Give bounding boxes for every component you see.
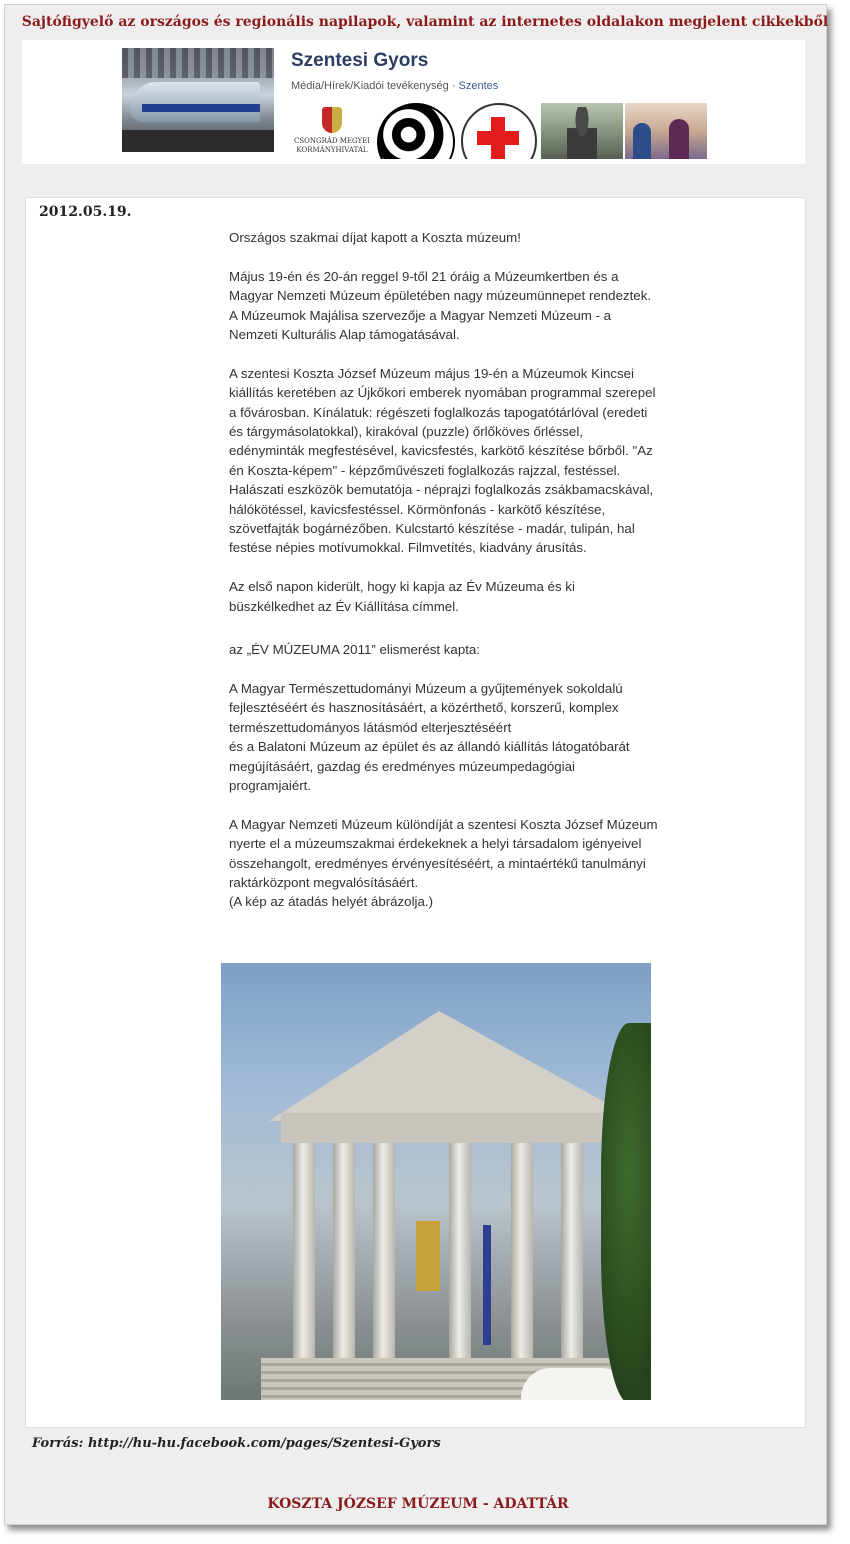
footer-title: KOSZTA JÓZSEF MÚZEUM - ADATTÁR: [267, 1496, 569, 1512]
bust-statue-image: [567, 107, 597, 159]
museum-photo: [221, 963, 651, 1400]
article-paragraph: Május 19-én és 20-án reggel 9-től 21 óráig a Múzeumkertben és a Magyar Nemzeti Múzeum épületében nagy múzeumünnepet rendeztek. A Múzeumok Majálisa szervezője a Magyar Nemzeti Múzeum - a Nemzeti Kulturális Alap támogatásával.: [229, 268, 652, 343]
article-paragraph: A szentesi Koszta József Múzeum május 19-én a Múzeumok Kincsei kiállítás keretében az Újkőkori emberek nyomában programmal szerepel a fővárosban. Kínálatuk: régészeti foglalkozás tapogatótárlóval (eredeti és tárgymásolatokkal), kirakóval (puzzle) őrlőköves őrléssel, edényminták megfestésével, kavicsfestés, karkötő készítése bőrből. "Az én Koszta-képem" - képzőművészeti foglalkozás rajzzal, festéssel. Halászati eszközök bemutatója - néprajzi foglalkozás zsákbamacskával, hálókötéssel, kavicsfestéssel. Körmönfonás - karkötő készítése, szövetfajták bogárnézőben. Kulcstartó készítése - madár, tulipán, hal festése népies motívumokkal. Filmvetítés, kiadvány árusítás.: [229, 365, 656, 556]
government-logo-text: CSONGRÁD MEGYEI KORMÁNYHIVATAL: [293, 137, 370, 154]
thumb-red-cross[interactable]: [457, 103, 540, 159]
article-paragraph: az „ÉV MÚZEUMA 2011” elismerést kapta:: [229, 642, 480, 658]
article-paragraph: A Magyar Természettudományi Múzeum a gyűjtemények sokoldalú fejlesztéséért és hasznosításáért, a közérthető, korszerű, komplex természettudományos látásmód elterjesztéséért: [229, 680, 623, 735]
football-icon: [377, 103, 455, 159]
article-headline: Országos szakmai díjat kapott a Koszta múzeum!: [229, 230, 521, 245]
thumb-football[interactable]: [375, 103, 455, 159]
category-text: Média/Hírek/Kiadói tevékenység: [291, 80, 449, 92]
article-paragraph: Az első napon kiderült, hogy ki kapja az Év Múzeuma és ki büszkélkedhet az Év Kiállítása címmel.: [229, 579, 575, 614]
post-article: [229, 228, 659, 931]
article-caption: (A kép az átadás helyét ábrázolja.): [229, 894, 434, 910]
page-name-link[interactable]: Szentesi Gyors: [291, 50, 429, 71]
cover-photo-train: [122, 48, 274, 152]
location-link[interactable]: Szentes: [458, 80, 499, 92]
article-paragraph: és a Balatoni Múzeum az épület és az állandó kiállítás látogatóbarát megújításáért, gazdag és eredményes múzeumpedagógiai programjaiért.: [229, 739, 630, 793]
page-category: [291, 80, 498, 92]
coat-of-arms-icon: [322, 107, 342, 133]
banner-title: Sajtófigyelő az országos és regionális napilapok, valamint az internetes oldalakon megjelent cikkekből: [21, 14, 829, 30]
article-paragraph: A Magyar Nemzeti Múzeum különdíját a szentesi Koszta József Múzeum nyerte el a múzeumszakmai érdekeknek a helyi társadalom igényeivel összehangolt, eredményes érvényesítéséért, a mintaértékű tanulmányi raktárközpont megvalósításáért.: [229, 816, 658, 890]
thumb-government-logo[interactable]: [292, 103, 372, 159]
thumb-statue[interactable]: [541, 103, 623, 159]
separator-dot: ·: [451, 80, 456, 92]
source-citation: Forrás: http://hu-hu.facebook.com/pages/Szentesi-Gyors: [32, 1436, 441, 1451]
post-date: 2012.05.19.: [39, 204, 132, 220]
thumb-people[interactable]: [625, 103, 707, 159]
